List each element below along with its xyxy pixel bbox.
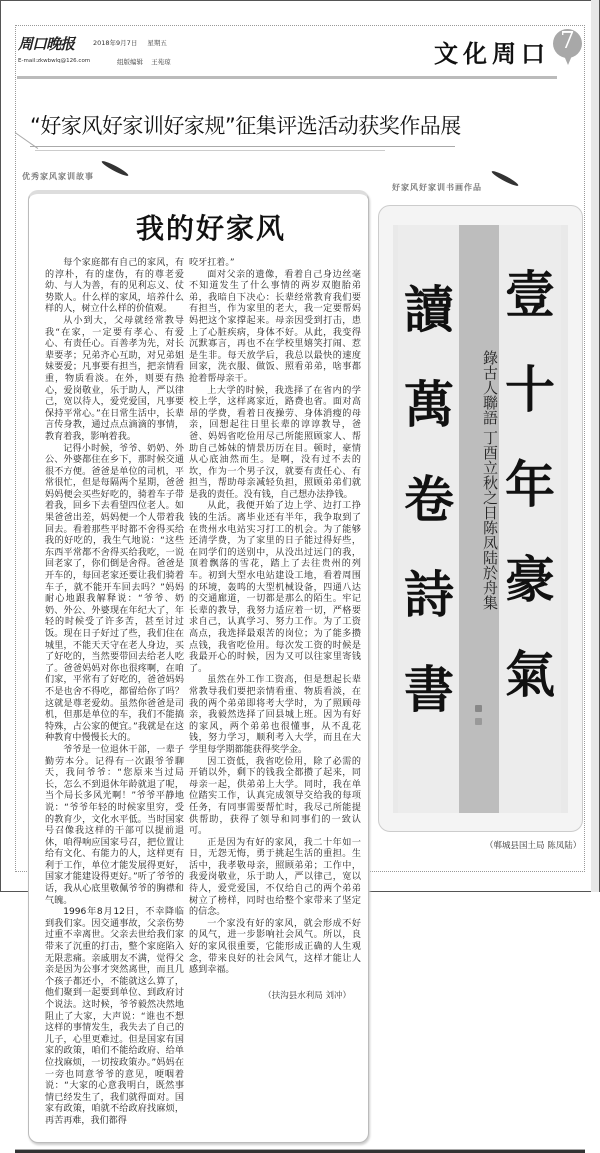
footer-divider xyxy=(15,1149,585,1153)
issue-date xyxy=(93,38,175,47)
calligraphy-inscription: 錄古人聯語 丁酉立秋之日陈凤陆於舟集 xyxy=(481,350,499,610)
page-edge xyxy=(591,0,599,892)
paragraph: 一个家没有好的家风，就会形成不好的风气，进一步影响社会风气。所以，良好的家风很重要，它能形成正确的人生观念，带来良好的社会风气，这样才能让人感到幸福。 xyxy=(189,918,361,976)
left-section-label: 优秀家风家训故事 xyxy=(22,171,94,181)
right-couplet xyxy=(499,265,561,745)
article-flow xyxy=(28,190,369,1153)
article-title: 我的好家风 xyxy=(135,212,286,245)
weekday-text: 星期五 xyxy=(147,39,167,47)
couplet-char: 十 xyxy=(505,360,555,419)
paragraph: 面对父亲的遗像，看着自己身边丝毫不知道发生了什么事情的两岁双胞胎弟弟，我暗自下决心：长辈经常教育我们要有担当，作为家里的老大，我一定要帮妈妈把这个家撑起来。母亲因受到打击，患上了心脏疾病，身体不好。从此，我变得沉默寡言，再也不在学校里嬉笑打闹、惹是生非。每天放学后，我总以最快的速度回家，洗衣服、做饭、照看弟弟，啥事都抢着帮母亲干。 xyxy=(189,269,361,384)
article-columns xyxy=(29,258,368,1128)
paragraph: 从小到大，父母就经常教导我“在家，一定要有孝心、有爱心、有责任心。百善孝为先，对长辈要孝；兄弟齐心互助，对兄弟姐妹要爱；凡事要有担当，把亲情看重，物质看淡。在外，则要有热心，爱岗敬业，乐于助人，严以律己，宽以待人，爱党爱国，凡事要保持平常心。”在日常生活中，长辈言传身教，通过点点滴滴的事情，教育着我，影响着我。 xyxy=(45,315,184,442)
couplet-char: 詩 xyxy=(404,565,454,624)
paragraph: 每个家庭都有自己的家风，有的淳朴，有的虚伪，有的尊老爱幼、与人为善，有的见利忘义、仗势欺人。什么样的家风，培养什么样的人，树立什么样的价值观。 xyxy=(45,258,184,315)
seal-stamp-icon xyxy=(475,718,482,725)
page-number-badge xyxy=(553,29,582,58)
paragraph: 因工资低，我省吃俭用，除了必需的开销以外，剩下的钱我全都攒了起来，同母亲一起，供弟弟上大学。同时，我在单位踏实工作，认真完成领导交给我的每项任务，有同事需要帮忙时，我尽己所能提供帮助，获得了领导和同事们的一致认可。 xyxy=(189,756,361,837)
paragraph: 上大学的时候，我选择了在省内的学校上学，这样离家近，路费也省。面对高昂的学费，看着日夜操劳、身体消瘦的母亲，回想起往日里长辈的谆谆教导，爸爸、妈妈省吃俭用尽己所能照顾家人、帮助自己姊妹的情景历历在目。顿时，豪情从心底油然而生。是啊，没有过不去的坎，作为一个男子汉，就要有责任心、有担当，帮助母亲减轻负担，照顾弟弟们就是我的责任。没有钱，自己想办法挣钱。 xyxy=(189,385,361,500)
couplet-char: 讀 xyxy=(404,280,454,339)
paragraph: 1996年8月12日，不幸降临到我们家。因交通事故，父亲伤势过重不幸离世。父亲去世给我们家带来了沉重的打击，整个家庭陷入无限悲痛。亲戚朋友不满，觉得父亲是因为公事才突然离世，而且几个孩子都还小，不能就这么算了，他们聚到一起要到单位、到政府讨个说法。这时候，爷爷毅然决然地阻止了大家，大声说：“谁也不想这样的事情发生，我失去了自己的儿子，心里更难过。但是国家有国家的政策，咱们不能给政府、给单位找麻烦，一切按政策办。”妈妈在一旁也同意爷爷的意见，哽咽着说：“大家的心意我明白，既然事情已经发生了，我们就得面对。国家有政策，咱就不给政府找麻烦，再苦再难，我们都得 xyxy=(45,907,184,1126)
date-text: 2018年9月7日 xyxy=(93,39,138,47)
left-couplet xyxy=(398,280,460,760)
paragraph: 虽然在外工作工资高，但是想起长辈常教导我们要把亲情看重、物质看淡，在我的两个弟弟即将考大学时，为了照顾母亲，我毅然选择了回县城上班。因为有好的家风，两个弟弟也很懂事，从不乱花钱，努力学习，顺利考入大学，而且在大学里每学期都能获得奖学金。 xyxy=(189,675,361,755)
page-number: 7 xyxy=(560,28,575,54)
couplet-char: 壹 xyxy=(505,265,555,324)
couplet-char: 氣 xyxy=(505,645,555,704)
section-title: 文化周口 xyxy=(434,39,550,68)
headline-underline-2 xyxy=(35,150,385,151)
paragraph: 咬牙扛着。” xyxy=(189,258,235,268)
article-column-2 xyxy=(189,258,361,1002)
page-headline: “好家风好家训好家规”征集评选活动获奖作品展 xyxy=(30,114,461,138)
couplet-char: 書 xyxy=(404,660,454,719)
right-section-label: 好家风好家训书画作品 xyxy=(392,182,482,192)
couplet-char: 豪 xyxy=(505,550,555,609)
article-box xyxy=(28,190,369,1143)
article-column-1 xyxy=(45,258,184,1128)
editor-name: 王苑琼 xyxy=(151,58,171,66)
editor-credit xyxy=(117,57,177,66)
paragraph: 爷爷是一位退休干部，一辈子勤劳本分。记得有一次跟爷爷聊天，我问爷爷：“您原来当过局长，怎么不到退休年龄就退了呢，当个局长多风光啊！”爷爷平静地说：“爷爷年轻的时候家里穷，受的教育少，文化水平低。当时国家号召像我这样的干部可以提前退休，咱得响应国家号召，把位置让给有文化、有能力的人，这样更有利于工作，单位才能发展得更好，国家才能建设得更好。”听了爷爷的话，我从心底里敬佩爷爷的胸襟和气魄。 xyxy=(45,744,184,906)
couplet-char: 卷 xyxy=(404,470,454,529)
headline-underline xyxy=(30,146,455,147)
artwork-caption: （郸城县国土局 陈凤陆） xyxy=(485,841,582,851)
header-divider xyxy=(17,76,557,79)
seal-stamp-icon xyxy=(475,705,482,712)
newspaper-logo: 周口晚报 xyxy=(18,35,75,53)
couplet-char: 萬 xyxy=(404,375,454,434)
editor-label: 组版编辑 xyxy=(117,58,143,66)
couplet-char: 年 xyxy=(505,455,555,514)
calligraphy-artwork xyxy=(393,225,568,813)
paragraph: 从此，我便开始了边上学、边打工挣钱的生活。离毕业还有半年，我争取到了在贵州水电站实习打工的机会。为了能够还清学费，为了家里的日子能过得好些，在同学们的送别中，从没出过远门的我，顶着飘落的雪花，踏上了去往贵州的列车。初到大型水电站建设工地，看着周围的环境，轰鸣的大型机械设备，四通八达的交通廊道，一切都是那么的陌生。牢记长辈的教导，我努力适应着一切，严格要求自己，认真学习、努力工作。为了工资高点，我选择最艰苦的岗位；为了能多攒点钱，我省吃俭用。每次发工资的时候是我最开心的时候，因为又可以往家里寄钱了。 xyxy=(189,501,361,674)
article-byline: （扶沟县水利局 刘冲） xyxy=(263,990,351,1001)
paragraph: 记得小时候，爷爷、奶奶、外公、外婆都住在乡下，那时候交通很不方便。爸爸是单位的司机，平常很忙，但是每隔两个星期，爸爸妈妈便会买些好吃的，骑着车子带着我，回乡下去看望四位老人。如果爸爸出差，妈妈便一个人带着我回去。看着那些平时都不舍得买给我的好吃的，我生气地说：“这些东西平常都不舍得买给我吃，一说回老家了，你们倒是舍得。爸爸是开车的，每回老家还要让我们骑着车子，就不能开车回去吗？”妈妈耐心地跟我解释说：“爷爷、奶奶、外公、外婆现在年纪大了，年轻的时候受了许多苦，甚至讨过饭。现在日子好过了些，我们住在城里，不能天天守在老人身边，买了好吃的，当然要带回去给老人吃了。爸爸妈妈对你也很疼啊，在咱们家，平常有了好吃的，爸爸妈妈不是也舍不得吃，都留给你了吗？这就是尊老爱幼。虽然你爸爸是司机，但那是单位的车，我们不能搞特殊，占公家的便宜。”我就是在这种教育中慢慢长大的。 xyxy=(45,443,184,744)
email-address: E-mail:zkwbwlq@126.com xyxy=(18,58,91,64)
paragraph: 正是因为有好的家风，我二十年如一日，无怨无悔，勇于挑起生活的重担。生活中，我孝敬母亲，照顾弟弟；工作中，我爱岗敬业，乐于助人，严以律己，宽以待人，爱党爱国，不仅给自己的两个弟弟树立了榜样，同时也给整个家带来了坚定的信念。 xyxy=(189,837,361,918)
